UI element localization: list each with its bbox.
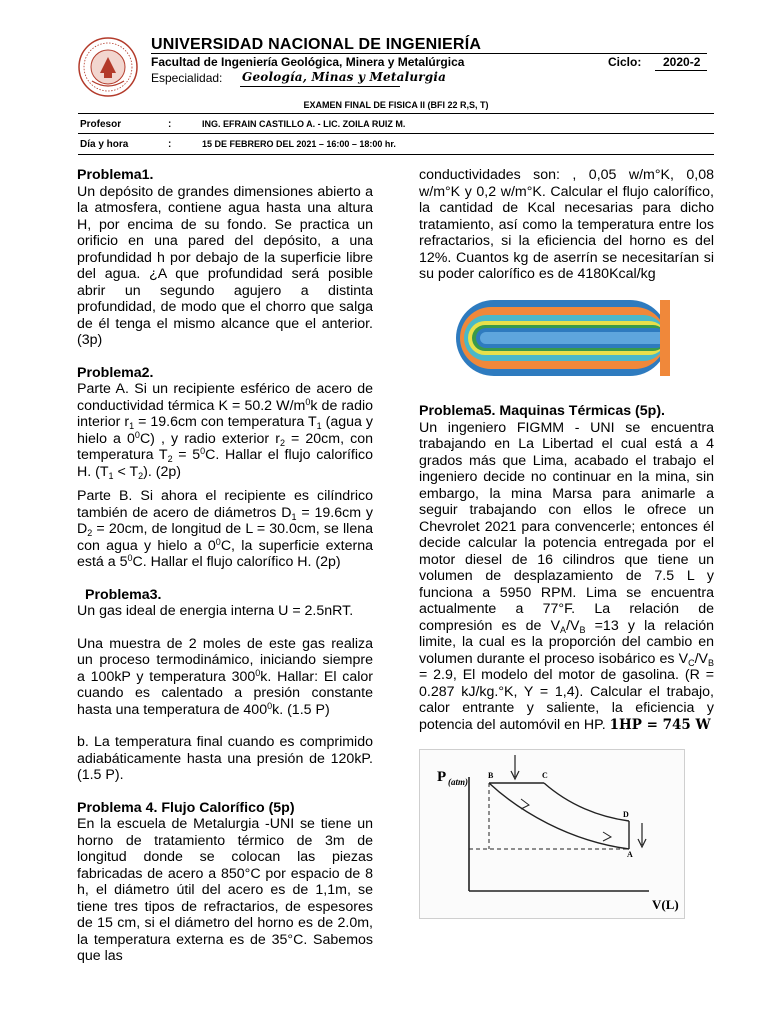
professor-label: Profesor — [80, 119, 122, 130]
professor-rule — [78, 133, 714, 134]
right-column-bottom — [419, 403, 714, 733]
problem3-part-b: b. La temperatura final cuando es comprimido adiabáticamente hasta una presión de 120kP. (1.5 P). — [77, 734, 373, 783]
problem4-text: En la escuela de Metalurgia -UNI se tiene un horno de tratamiento térmico de 3m de longitud donde se colocan las piezas fabricadas de acero a 850°C por espacio de 8 h, el diámetro útil del acero es de 1,1m, se tiene tres tipos de refractarios, de espesores de 15 cm, si el diámetro del horno es de 2.0m, la temperatura externa es de 35°C. Sabemos que las — [77, 816, 373, 964]
cycle-value: 2020-2 — [663, 55, 701, 69]
problem3-line1: Un gas ideal de energia interna U = 2.5nRT. — [77, 603, 354, 619]
professor-colon: : — [168, 119, 172, 130]
problem4-title: Problema 4. Flujo Calorífico (5p) — [77, 799, 295, 816]
date-colon: : — [168, 139, 172, 150]
problem3-title: Problema3. — [85, 586, 162, 603]
point-a-label: A — [627, 850, 633, 859]
left-column — [77, 167, 373, 965]
professor-value: ING. EFRAIN CASTILLO A. - LIC. ZOILA RUIZ M. — [202, 119, 406, 129]
problem4-continuation: conductividades son: , 0,05 w/m°K, 0,08 w/m°K y 0,2 w/m°K. Calcular el flujo calorífico, la cantidad de Kcal necesarias para dicho tratamiento, así como la temperatura entre los refractarios, si la eficiencia del horno es del 12%. Cuantos kg de aserrín se necesitarían si su poder calorífico es de 4180Kcal/kg — [419, 167, 714, 282]
faculty-name: Facultad de Ingeniería Geológica, Minera y Metalúrgica — [151, 55, 465, 69]
right-column-top — [419, 167, 714, 283]
point-c-label: C — [542, 771, 548, 780]
point-b-label: B — [488, 771, 494, 780]
point-d-label: D — [623, 810, 629, 819]
date-label: Día y hora — [80, 139, 129, 150]
y-axis-unit: (atm) — [448, 777, 468, 787]
cycle-label: Ciclo: — [608, 55, 642, 69]
pv-diagram — [419, 749, 685, 919]
problem2-part-a: Parte A. Si un recipiente esférico de acero de conductividad térmica K = 50.2 $W/m^0k$ de radio interior $r_1 = 19.6cm$ con temperatura $T_1$ (agua y hielo a $0^0C$) , y radio exterior $r_2 = 20cm$, con temperatura $T_2 = 5^0C$. Hallar el flujo calorífico H. $(T_1 < T_2)$. (2p) — [77, 381, 374, 481]
date-value: 15 DE FEBRERO DEL 2021 – 16:00 – 18:00 hr. — [202, 139, 396, 149]
hp-conversion: 1HP = 745 W — [609, 716, 711, 733]
cycle-underline — [655, 70, 707, 71]
problem3-part-a: Una muestra de 2 moles de este gas realiza un proceso termodinámico, iniciando siempre a 100kP y temperatura $300^0k$. Hallar: El calor cuando es calentado a presión constante hasta una temperatura de $400^0k$. (1.5 P) — [77, 635, 374, 718]
exam-rule-top — [78, 113, 714, 114]
header-rule — [151, 53, 707, 54]
problem5-text: Un ingeniero FIGMM - UNI se encuentra trabajando en La Libertad el cual está a 4 grados más que Lima, acabado el trabajo el ingeniero decide no continuar en la mina, sin embargo, la mina Marsa para animarle a seguir trabajando con ellos le ofrece un Chevrolet 2021 para convencerle; entonces él decide calcular la potencia entregada por el motor diesel de 16 cilindros que tiene un volumen de desplazamiento de 7.5 L y funciona a 5950 RPM. Lima se encuentra actualmente a 77°F. La relación de compresión es de $V_A/V_B =13$ y la relación limite, la cual es la proporción del cambio en volumen durante el proceso isobárico es $V_C/V_B = 2.9$, El modelo del motor de gasolina. (R = 0.287 kJ/kg.°K, Y = 1,4). Calcular el trabajo, calor entrante y saliente, la eficiencia y potencia del automóvil en HP. 1HP = 745 W — [419, 419, 715, 733]
problem2-part-b: Parte B. Si ahora el recipiente es cilíndrico también de acero de diámetros $D_1 = 19.6cm$ y $D_2 = 20cm$, de longitud de L = 30.0cm, se llena con agua y hielo a $0^0C$, la superficie externa está a $5^0C$. Hallar el flujo calorífico H. (2p) — [77, 488, 373, 570]
university-name: UNIVERSIDAD NACIONAL DE INGENIERÍA — [151, 36, 482, 53]
date-rule — [78, 154, 714, 155]
problem1-text: Un depósito de grandes dimensiones abierto a la atmosfera, contiene agua hasta una altura H, por encima de su fondo. Se practica un orificio en una pared del depósito, a una profundidad h por debajo de la superficie libre del agua. ¿A que profundidad será posible abrir un segundo agujero a distinta profundidad, de modo que el chorro que salga de él tenga el mismo alcance que el anterior. (3p) — [77, 183, 373, 348]
exam-title: EXAMEN FINAL DE FISICA II (BFI 22 R,S, T) — [303, 100, 489, 110]
problem2-title: Problema2. — [77, 364, 154, 381]
x-axis-label: V(L) — [652, 897, 679, 912]
university-seal-logo — [78, 37, 138, 97]
problem1-title: Problema1. — [77, 167, 154, 183]
specialty-underline — [240, 86, 400, 87]
specialty-label: Especialidad: — [151, 71, 223, 85]
specialty-value: Geología, Minas y Metalurgia — [242, 70, 447, 84]
problem5-title: Problema5. Maquinas Térmicas (5p). — [419, 403, 665, 419]
y-axis-label: P — [437, 769, 447, 785]
furnace-layers-illustration — [450, 298, 672, 378]
